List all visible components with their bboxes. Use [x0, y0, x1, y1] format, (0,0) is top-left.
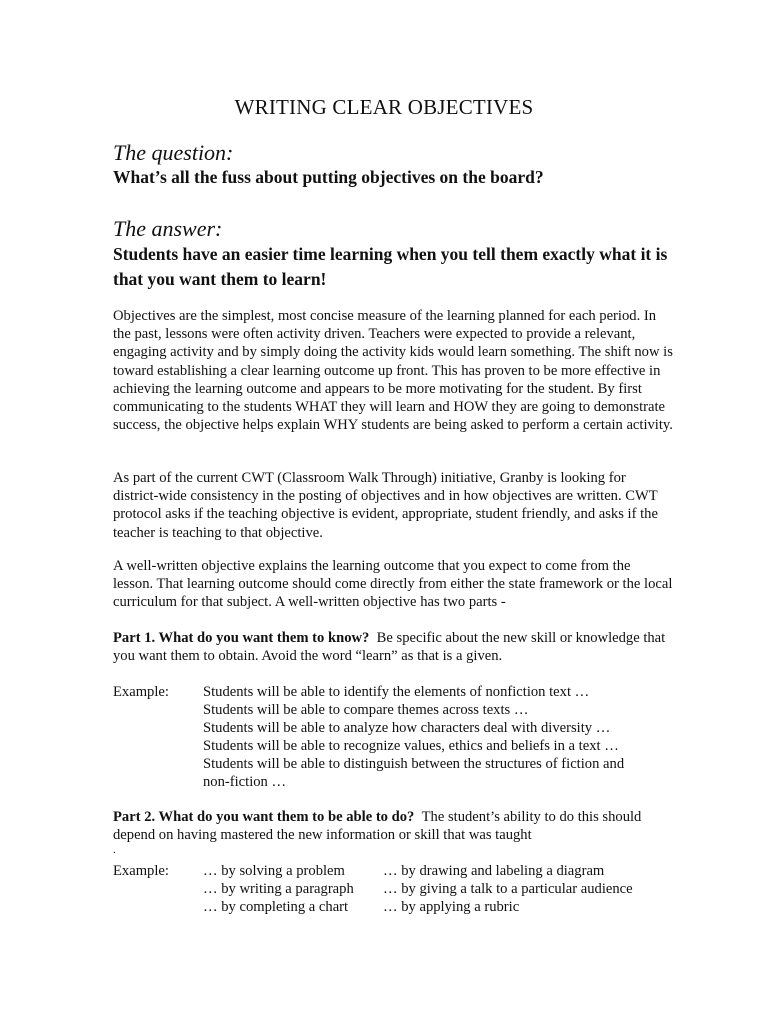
- example2-col2-item: … by applying a rubric: [383, 899, 520, 915]
- part2-label: Part 2. What do you want them to be able to do?: [113, 809, 415, 825]
- part2-paragraph: [113, 808, 673, 844]
- paragraph-objectives-intro: Objectives are the simplest, most concise measure of the learning planned for each period. In the past, lessons were often activity driven. Teachers were expected to provide a relevant, engaging activity and by simply doing the activity kids would learn something. The shift now is toward establishing a clear learning outcome up front. This has proven to be more effective in achieving the learning outcome and appears to be more motivating for the student. By first communicating to the students WHAT they will learn and HOW they are going to demonstrate success, the objective helps explain WHY students are being asked to perform a certain activity.: [113, 308, 673, 434]
- example1-item: Students will be able to distinguish between the structures of fiction and: [203, 756, 625, 772]
- part1-label: Part 1. What do you want them to know?: [113, 630, 370, 646]
- answer-text: Students have an easier time learning when you tell them exactly what it is that you want them to learn!: [113, 244, 668, 289]
- example1-item: non-fiction …: [203, 774, 287, 790]
- question-text: What’s all the fuss about putting objectives on the board?: [113, 167, 544, 187]
- paragraph-cwt-initiative: As part of the current CWT (Classroom Walk Through) initiative, Granby is looking for district-wide consistency in the posting of objectives and in how objectives are written. CWT protocol asks if the teaching objective is evident, appropriate, student friendly, and asks if the teacher is teaching to that objective.: [113, 470, 658, 541]
- part2-text: The student’s ability to do this should depend on having mastered the new information or skill that was taught: [113, 809, 642, 844]
- example2-col1-item: … by solving a problem: [203, 863, 345, 879]
- answer-heading: The answer:: [113, 216, 223, 241]
- example2-col2-item: … by drawing and labeling a diagram: [383, 863, 605, 879]
- document-title: WRITING CLEAR OBJECTIVES: [234, 95, 534, 119]
- example1-label: Example:: [113, 684, 169, 700]
- example1-item: Students will be able to identify the elements of nonfiction text …: [203, 684, 590, 700]
- example2-col1-item: … by writing a paragraph: [203, 881, 354, 897]
- part2-trailing-period: .: [113, 844, 116, 856]
- example2-label: Example:: [113, 863, 169, 879]
- example1-item: Students will be able to compare themes across texts …: [203, 702, 529, 718]
- example1-item: Students will be able to analyze how characters deal with diversity …: [203, 720, 611, 736]
- example2-col2-item: … by giving a talk to a particular audience: [383, 881, 633, 897]
- part1-text: Be specific about the new skill or knowledge that you want them to obtain. Avoid the word “learn” as that is a given.: [113, 630, 666, 665]
- paragraph-well-written: A well-written objective explains the learning outcome that you expect to come from the lesson. That learning outcome should come directly from either the state framework or the local curriculum for that subject. A well-written objective has two parts -: [113, 558, 673, 611]
- part1-paragraph: [113, 629, 673, 665]
- question-heading: The question:: [113, 140, 234, 165]
- example1-item: Students will be able to recognize values, ethics and beliefs in a text …: [203, 738, 619, 754]
- example2-col1-item: … by completing a chart: [203, 899, 349, 915]
